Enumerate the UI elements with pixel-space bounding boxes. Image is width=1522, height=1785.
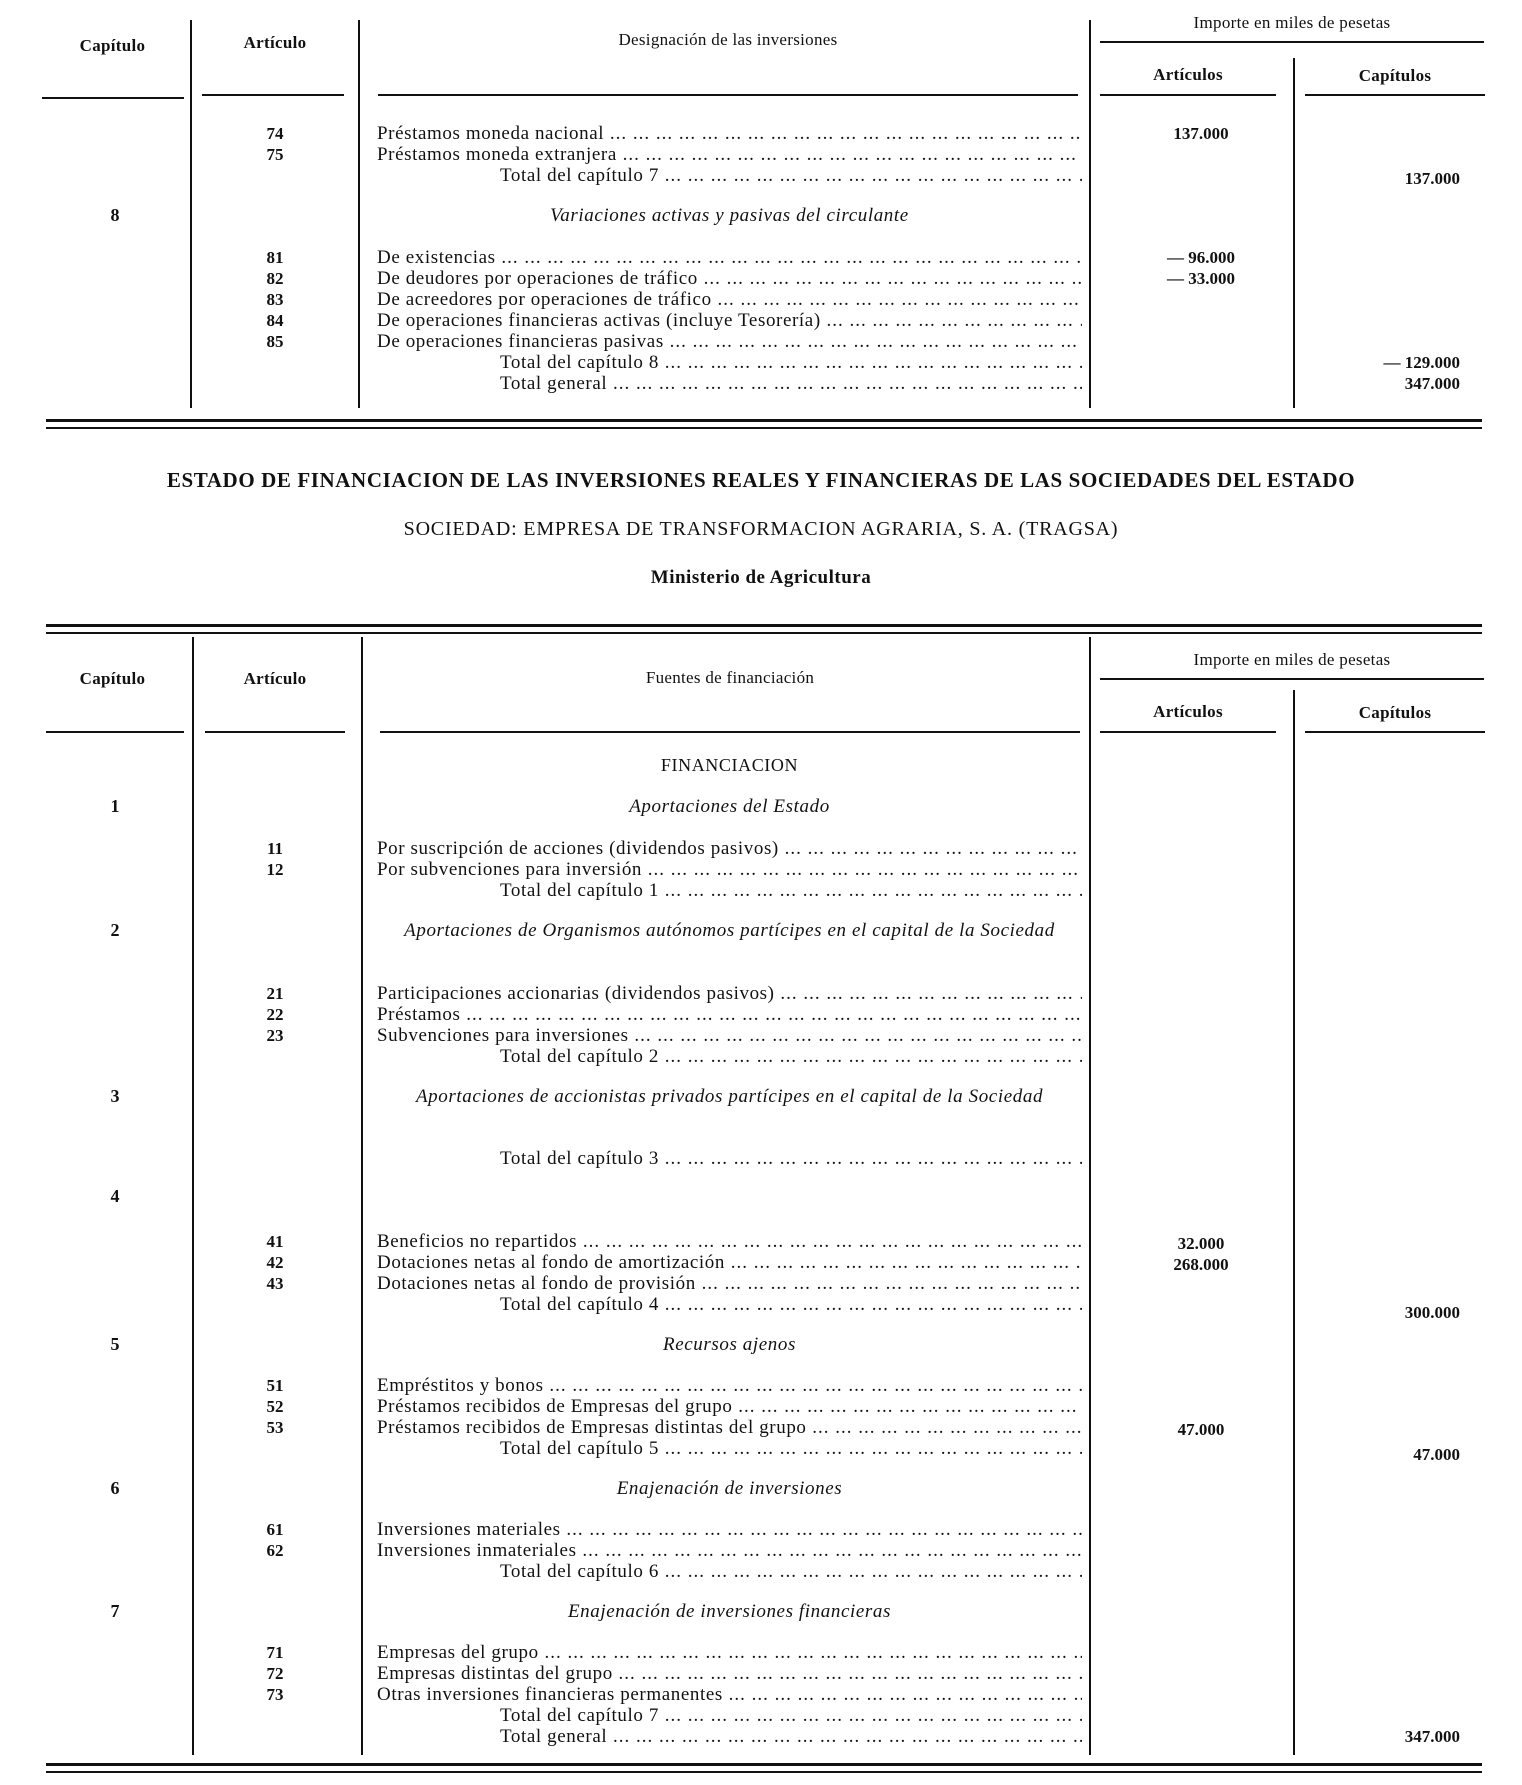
chapter-number: 7: [110, 1601, 120, 1621]
table-row: [0, 1519, 1522, 1540]
total-label: Total del capítulo 4 ... .: [500, 1294, 1082, 1315]
company-title: SOCIEDAD: EMPRESA DE TRANSFORMACION AGRARIA, S. A. (TRAGSA): [403, 518, 1119, 540]
row-description: Empresas distintas del grupo ... .: [377, 1663, 1082, 1684]
total-label: Total del capítulo 5 ... .: [500, 1438, 1082, 1459]
row-description: Otras inversiones financieras permanentes ... .: [377, 1684, 1082, 1705]
table-row: [0, 289, 1522, 310]
table-row: [0, 247, 1522, 268]
article-number: 11: [266, 839, 284, 858]
table-row: [0, 1684, 1522, 1705]
total-row: [0, 1294, 1522, 1322]
row-description: Préstamos ... .: [377, 1004, 1082, 1025]
chapter-heading: Enajenación de inversiones: [616, 1478, 843, 1499]
header-importe: Importe en miles de pesetas: [1193, 650, 1391, 669]
table-row: [0, 859, 1522, 880]
chapter-heading-row: [0, 796, 1522, 817]
chapter-number: 8: [110, 205, 120, 225]
row-description: Préstamos recibidos de Empresas distintas del grupo ... .: [377, 1417, 1082, 1438]
row-description: De operaciones financieras activas (incluye Tesorería) ... .: [377, 310, 1082, 331]
ministry-title: Ministerio de Agricultura: [650, 567, 872, 588]
table-row: [0, 268, 1522, 289]
total-row: [0, 880, 1522, 901]
header-fuentes: Fuentes de financiación: [645, 668, 815, 687]
total-label: Total del capítulo 7 ... .: [500, 1705, 1082, 1726]
total-row: [0, 1046, 1522, 1067]
table-row: [0, 983, 1522, 1004]
row-description: De existencias ... .: [377, 247, 1082, 268]
chapter-heading-row: [0, 1086, 1522, 1107]
header-articulos: Artículos: [1153, 65, 1223, 84]
article-number: 85: [266, 332, 284, 351]
table-row: [0, 1417, 1522, 1438]
header-capitulo: Capítulo: [79, 669, 146, 688]
total-label: Total del capítulo 3 ... .: [500, 1148, 1082, 1169]
article-amount: — 96.000: [1167, 248, 1235, 267]
total-row: [0, 1705, 1522, 1726]
double-rule: [46, 1763, 1482, 1773]
total-label: Total general ... .: [500, 1726, 1082, 1747]
article-number: 84: [266, 311, 284, 330]
row-description: Beneficios no repartidos ... .: [377, 1231, 1082, 1252]
document-title: ESTADO DE FINANCIACION DE LAS INVERSIONES REALES Y FINANCIERAS DE LAS SOCIEDADES DEL ESTADO: [166, 468, 1356, 492]
table-row: [0, 123, 1522, 144]
article-amount: — 33.000: [1167, 269, 1235, 288]
row-description: Empréstitos y bonos ... .: [377, 1375, 1082, 1396]
article-number: 52: [266, 1397, 284, 1416]
article-number: 73: [266, 1685, 284, 1704]
table-row: [0, 1004, 1522, 1025]
article-amount: 137.000: [1173, 124, 1229, 143]
total-row: [0, 1726, 1522, 1747]
chapter-number: 6: [110, 1478, 120, 1498]
chapter-number: 1: [110, 796, 120, 816]
row-description: Subvenciones para inversiones ... .: [377, 1025, 1082, 1046]
article-number: 61: [266, 1520, 284, 1539]
row-description: Por suscripción de acciones (dividendos pasivos) ... .: [377, 838, 1082, 859]
table-row: [0, 1663, 1522, 1684]
article-number: 41: [266, 1232, 284, 1251]
article-number: 21: [266, 984, 284, 1003]
total-label: Total del capítulo 1 ... .: [500, 880, 1082, 901]
article-number: 22: [266, 1005, 284, 1024]
total-row: [0, 352, 1522, 373]
chapter-number: 5: [110, 1334, 120, 1354]
chapter-heading: Aportaciones de accionistas privados partícipes en el capital de la Sociedad: [415, 1086, 1044, 1107]
article-number: 53: [266, 1418, 284, 1437]
table-row: [0, 1273, 1522, 1294]
header-articulos: Artículos: [1153, 702, 1223, 721]
chapter-heading-row: [0, 1478, 1522, 1499]
total-label: Total del capítulo 8 ... .: [500, 352, 1082, 373]
table-row: [0, 331, 1522, 352]
header-designacion: Designación de las inversiones: [618, 30, 838, 49]
total-row: [0, 1148, 1522, 1169]
double-rule: [46, 624, 1482, 634]
header-capitulos: Capítulos: [1358, 703, 1432, 722]
row-description: Por subvenciones para inversión ... .: [377, 859, 1082, 880]
row-description: De acreedores por operaciones de tráfico ... .: [377, 289, 1082, 310]
article-number: 71: [266, 1643, 284, 1662]
chapter-heading: Aportaciones del Estado: [629, 796, 830, 817]
total-row: [0, 373, 1522, 394]
article-number: 43: [266, 1274, 284, 1293]
header-articulo: Artículo: [243, 33, 307, 52]
chapter-amount: 347.000: [1404, 1727, 1460, 1746]
chapter-heading-row: [0, 205, 1522, 226]
table-row: [0, 1540, 1522, 1561]
double-rule: [46, 419, 1482, 429]
chapter-heading-row: [0, 1186, 1522, 1207]
row-description: Préstamos moneda extranjera ... .: [377, 144, 1082, 165]
row-description: Empresas del grupo ... .: [377, 1642, 1082, 1663]
total-label: Total del capítulo 7 ... .: [500, 165, 1082, 186]
article-number: 83: [266, 290, 284, 309]
row-description: Inversiones materiales ... .: [377, 1519, 1082, 1540]
table-row: [0, 144, 1522, 165]
header-importe: Importe en miles de pesetas: [1193, 13, 1391, 32]
article-amount: 32.000: [1177, 1234, 1225, 1253]
table-row: [0, 1396, 1522, 1417]
article-number: 75: [266, 145, 284, 164]
table-row: [0, 1231, 1522, 1252]
article-amount: 268.000: [1173, 1255, 1229, 1274]
table-row: [0, 1025, 1522, 1046]
total-label: Total del capítulo 6 ... .: [500, 1561, 1082, 1582]
chapter-heading: Enajenación de inversiones financieras: [567, 1601, 892, 1622]
chapter-amount: 137.000: [1404, 169, 1460, 188]
chapter-heading-row: [0, 1601, 1522, 1622]
row-description: Préstamos moneda nacional ... .: [377, 123, 1082, 144]
total-row: [0, 1561, 1522, 1582]
chapter-amount: 47.000: [1413, 1445, 1460, 1464]
total-label: Total general ... .: [500, 373, 1082, 394]
chapter-number: 4: [110, 1186, 120, 1206]
table-row: [0, 1642, 1522, 1663]
total-row: [0, 165, 1522, 186]
article-number: 81: [266, 248, 284, 267]
article-number: 23: [266, 1026, 284, 1045]
total-row: [0, 1438, 1522, 1464]
chapter-heading: Recursos ajenos: [662, 1334, 796, 1355]
article-amount: 47.000: [1177, 1420, 1225, 1439]
section-heading-row: [0, 755, 1522, 776]
article-number: 42: [266, 1253, 284, 1272]
article-number: 72: [266, 1664, 284, 1683]
table-row: [0, 310, 1522, 331]
row-description: Dotaciones netas al fondo de amortización ... .: [377, 1252, 1082, 1273]
row-description: De operaciones financieras pasivas ... .: [377, 331, 1082, 352]
row-description: Dotaciones netas al fondo de provisión ... .: [377, 1273, 1082, 1294]
article-number: 51: [266, 1376, 284, 1395]
table-row: [0, 838, 1522, 859]
section-heading: FINANCIACION: [660, 755, 799, 775]
row-description: Participaciones accionarias (dividendos pasivos) ... .: [377, 983, 1082, 1004]
chapter-amount: 347.000: [1404, 374, 1460, 393]
header-articulo: Artículo: [243, 669, 307, 688]
table-row: [0, 1375, 1522, 1396]
chapter-amount: — 129.000: [1383, 353, 1460, 372]
chapter-amount: 300.000: [1404, 1303, 1460, 1322]
row-description: Préstamos recibidos de Empresas del grupo ... .: [377, 1396, 1082, 1417]
row-description: Inversiones inmateriales ... .: [377, 1540, 1082, 1561]
article-number: 82: [266, 269, 284, 288]
table-row: [0, 1252, 1522, 1273]
row-description: De deudores por operaciones de tráfico ... .: [377, 268, 1082, 289]
chapter-heading-row: [0, 1334, 1522, 1355]
article-number: 62: [266, 1541, 284, 1560]
article-number: 74: [266, 124, 284, 143]
chapter-heading: Variaciones activas y pasivas del circulante: [550, 205, 909, 226]
chapter-number: 3: [110, 1086, 120, 1106]
chapter-heading: Aportaciones de Organismos autónomos partícipes en el capital de la Sociedad: [404, 920, 1055, 941]
header-capitulo: Capítulo: [79, 36, 146, 55]
article-number: 12: [266, 860, 284, 879]
total-label: Total del capítulo 2 ... .: [500, 1046, 1082, 1067]
header-capitulos: Capítulos: [1358, 66, 1432, 85]
chapter-number: 2: [110, 920, 120, 940]
chapter-heading-row: [0, 920, 1522, 941]
